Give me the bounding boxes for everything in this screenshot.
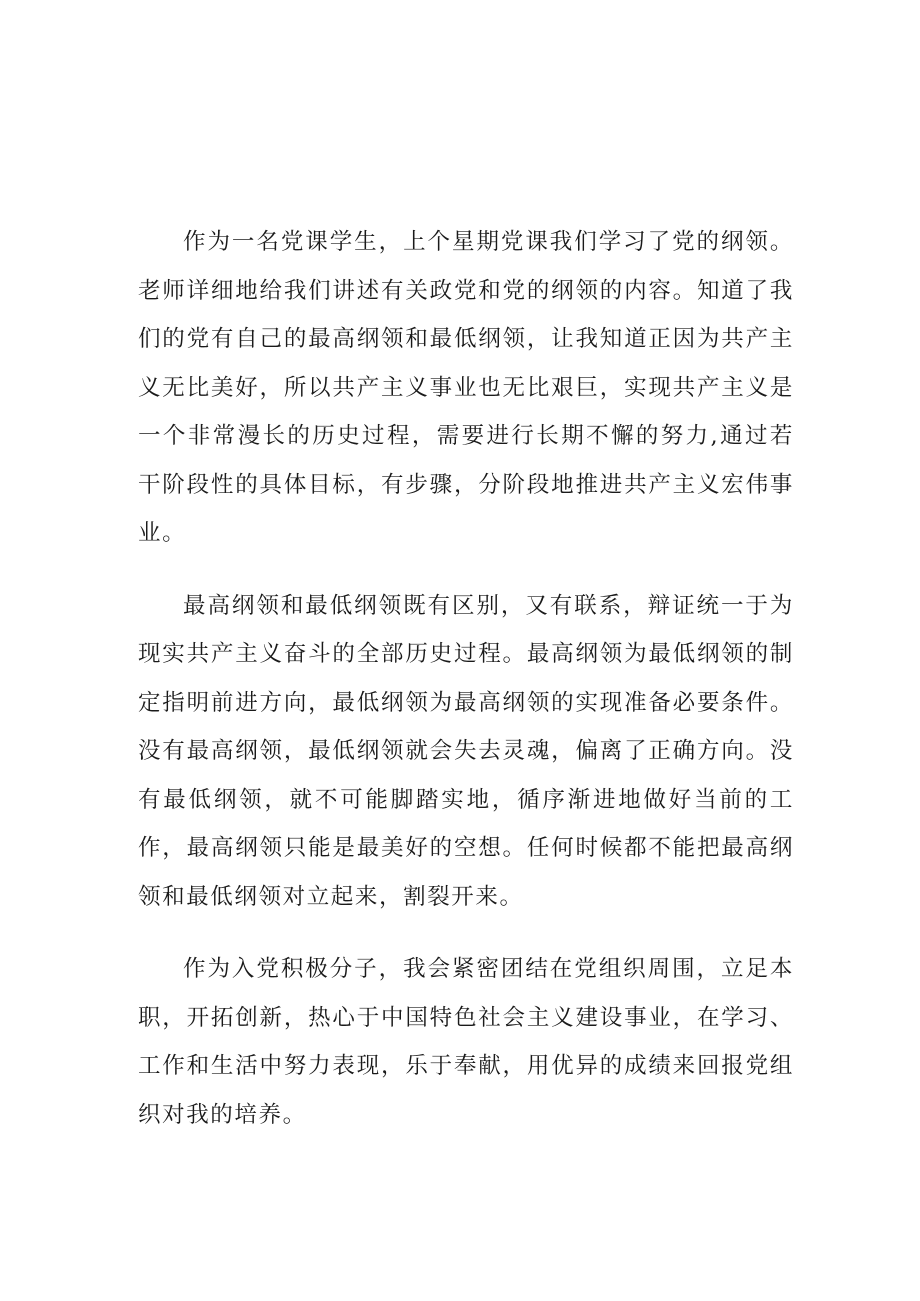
paragraph-3: 作为入党积极分子，我会紧密团结在党组织周围，立足本职，开拓创新，热心于中国特色社会主义建设事业，在学习、工作和生活中努力表现，乐于奉献，用优异的成绩来回报党组织对我的培养。 — [138, 956, 794, 1128]
paragraph-2: 最高纲领和最低纲领既有区别，又有联系，辩证统一于为现实共产主义奋斗的全部历史过程。最高纲领为最低纲领的制定指明前进方向，最低纲领为最高纲领的实现准备必要条件。没有最高纲领，最低纲领就会失去灵魂，偏离了正确方向。没有最低纲领，就不可能脚踏实地，循序渐进地做好当前的工作，最高纲领只能是最美好的空想。任何时候都不能把最高纲领和最低纲领对立起来，割裂开来。 — [138, 592, 794, 910]
paragraph-1: 作为一名党课学生，上个星期党课我们学习了党的纲领。老师详细地给我们讲述有关政党和党的纲领的内容。知道了我们的党有自己的最高纲领和最低纲领，让我知道正因为共产主义无比美好，所以共产主义事业也无比艰巨，实现共产主义是一个非常漫长的历史过程，需要进行长期不懈的努力,通过若干阶段性的具体目标，有步骤，分阶段地推进共产主义宏伟事业。 — [138, 229, 794, 546]
document-body — [138, 218, 794, 1139]
